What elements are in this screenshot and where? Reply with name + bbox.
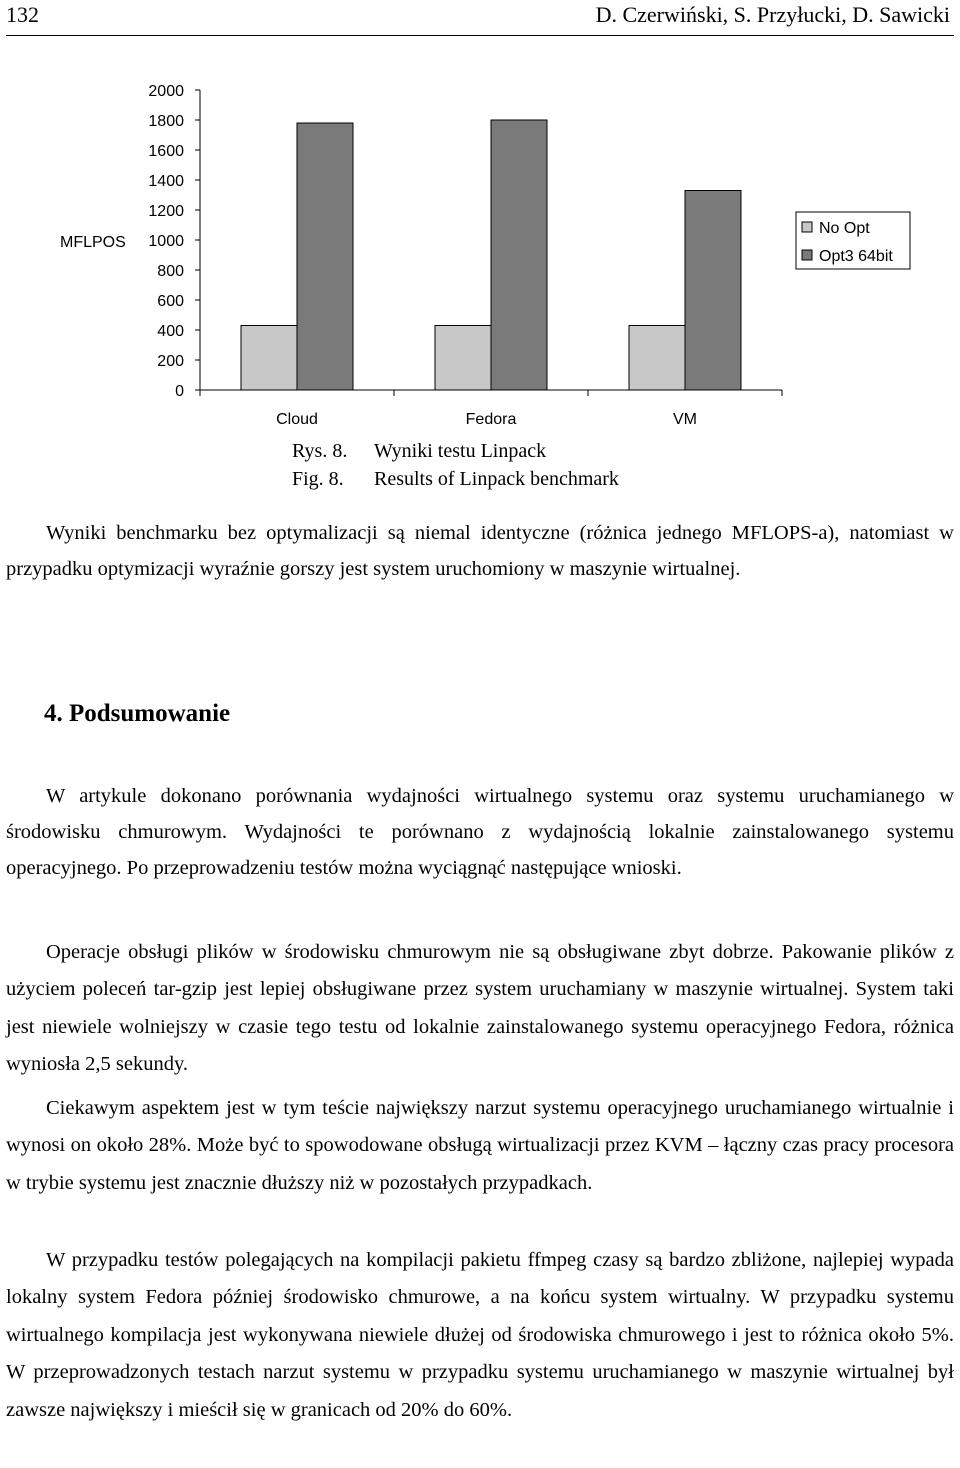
caption-label-pl: Rys. 8. bbox=[292, 440, 348, 462]
y-tick-label: 800 bbox=[157, 263, 184, 280]
paragraph-summary-intro: W artykule dokonano porównania wydajności wirtualnego systemu oraz systemu uruchamianego w środowisku chmurowym. Wydajności te porównano z wydajnością lokalnie zainstalowanego systemu operacyjnego. Po przeprowadzeniu testów można wyciągnąć następujące wnioski. bbox=[6, 785, 954, 880]
paragraph-compilation: W przypadku testów polegających na kompilacji pakietu ffmpeg czasy są bardzo zbliżone, najlepiej wypada lokalny system Fedora później środowisko chmurowe, a na końcu system wirtualny. W przypadku systemu wirtualnego kompilacja jest wykonywana niewiele dłużej od środowiska chmurowego i jest to różnica około 5%. W przeprowadzonych testach narzut systemu w przypadku systemu uruchamianego w maszynie wirtualnej był zawsze największy i mieścił się w granicach od 20% do 60%. bbox=[6, 1249, 954, 1421]
y-tick-label: 0 bbox=[175, 383, 184, 400]
bar-no-opt-vm bbox=[629, 326, 685, 391]
chart-legend bbox=[796, 212, 910, 269]
section-heading: 4. Podsumowanie bbox=[44, 700, 231, 727]
x-axis bbox=[200, 390, 782, 428]
legend-label: No Opt bbox=[819, 220, 870, 237]
running-head: D. Czerwiński, S. Przyłucki, D. Sawicki bbox=[595, 2, 950, 27]
y-axis bbox=[60, 83, 200, 400]
linpack-bar-chart bbox=[0, 60, 960, 440]
y-tick-label: 400 bbox=[157, 323, 184, 340]
y-tick-label: 1600 bbox=[148, 143, 184, 160]
caption-text-en: Results of Linpack benchmark bbox=[374, 468, 619, 490]
bar-opt3-64bit-vm bbox=[685, 191, 741, 391]
x-tick-label: Fedora bbox=[465, 411, 517, 428]
y-tick-label: 600 bbox=[157, 293, 184, 310]
header-rule bbox=[6, 35, 954, 36]
page-number: 132 bbox=[6, 2, 39, 27]
y-tick-label: 2000 bbox=[148, 83, 184, 100]
y-tick-label: 1800 bbox=[148, 113, 184, 130]
x-tick-label: Cloud bbox=[276, 411, 318, 428]
y-tick-label: 1000 bbox=[148, 233, 184, 250]
bar-opt3-64bit-cloud bbox=[297, 123, 353, 390]
y-tick-label: 1200 bbox=[148, 203, 184, 220]
y-axis-label: MFLPOS bbox=[60, 234, 126, 251]
bar-no-opt-cloud bbox=[241, 326, 297, 391]
page-header bbox=[0, 0, 960, 38]
paragraph-results: Wyniki benchmarku bez optymalizacji są niemal identyczne (różnica jednego MFLOPS-a), natomiast w przypadku optymizacji wyraźnie gorszy jest system uruchomiony w maszynie wirtualnej. bbox=[6, 522, 954, 581]
y-tick-label: 1400 bbox=[148, 173, 184, 190]
caption-text-pl: Wyniki testu Linpack bbox=[374, 440, 547, 462]
bar-opt3-64bit-fedora bbox=[491, 120, 547, 390]
bars bbox=[241, 120, 741, 390]
caption-label-en: Fig. 8. bbox=[292, 468, 344, 490]
bar-no-opt-fedora bbox=[435, 326, 491, 391]
y-tick-label: 200 bbox=[157, 353, 184, 370]
legend-swatch bbox=[802, 222, 812, 232]
x-tick-label: VM bbox=[673, 411, 697, 428]
legend-swatch bbox=[802, 250, 812, 260]
legend-label: Opt3 64bit bbox=[819, 248, 893, 265]
paragraph-overhead: Ciekawym aspektem jest w tym teście największy narzut systemu operacyjnego uruchamianego wirtualnie i wynosi on około 28%. Może być to spowodowane obsługą wirtualizacji przez KVM – łączny czas pracy procesora w trybie systemu jest znacznie dłuższy niż w pozostałych przypadkach. bbox=[6, 1097, 954, 1194]
paragraph-file-operations: Operacje obsługi plików w środowisku chmurowym nie są obsługiwane zbyt dobrze. Pakowanie plików z użyciem poleceń tar-gzip jest lepiej obsługiwane przez system uruchamiany w maszynie wirtualnej. System taki jest niewiele wolniejszy w czasie tego testu od lokalnie zainstalowanego systemu operacyjnego Fedora, różnica wyniosła 2,5 sekundy. bbox=[6, 941, 954, 1076]
